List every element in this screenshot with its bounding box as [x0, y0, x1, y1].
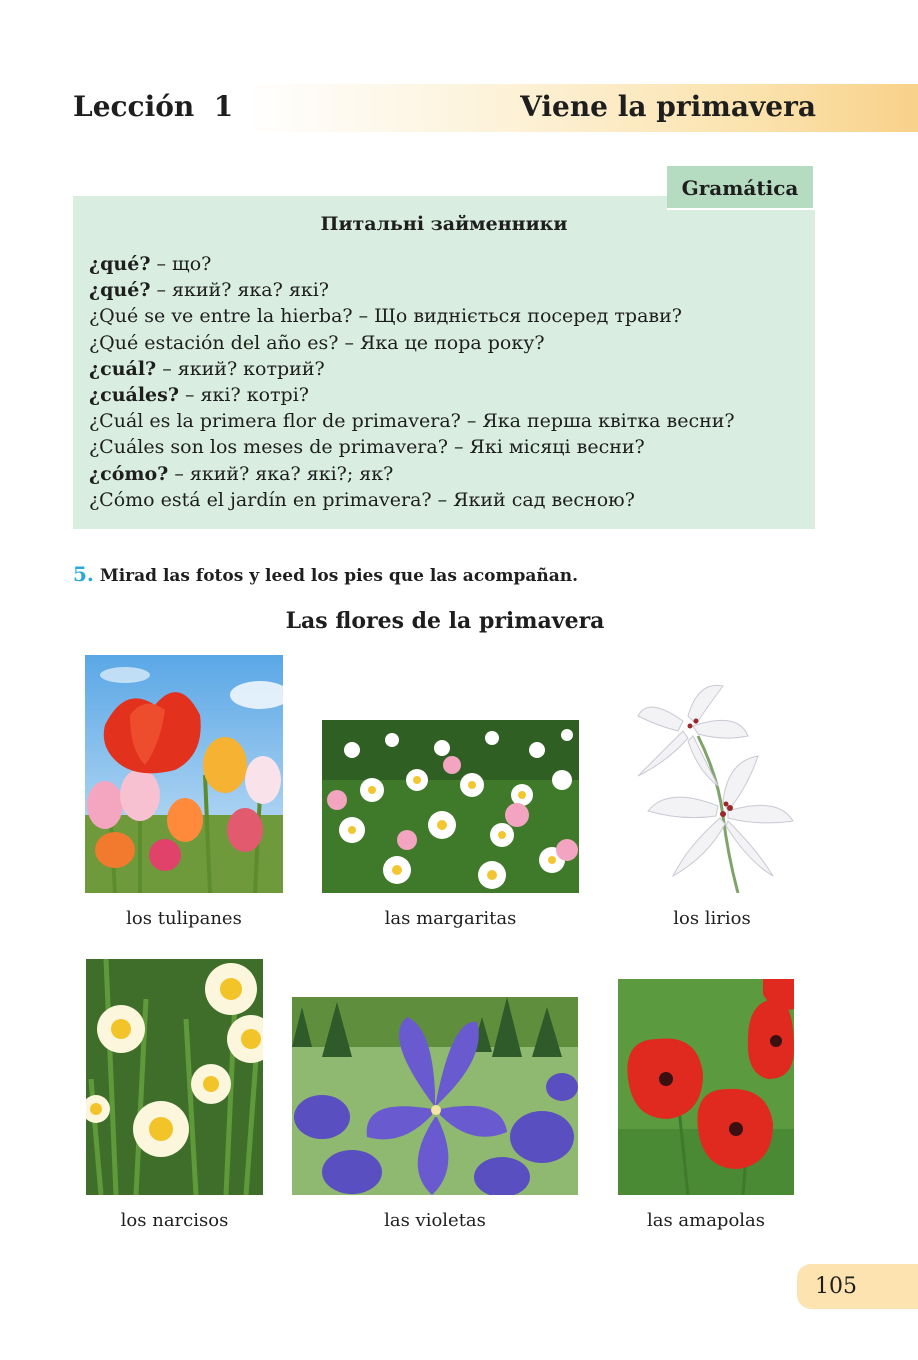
- grammar-line: ¿Cuáles son los meses de primavera? – Які місяці весни?: [89, 436, 645, 459]
- lesson-label: Lección 1: [73, 90, 234, 123]
- grammar-line: ¿cuál? – який? котрий?: [89, 357, 325, 380]
- grammar-line: ¿cuáles? – які? котрі?: [89, 384, 309, 407]
- exercise-number: 5.: [73, 562, 94, 586]
- grammar-lines: [89, 251, 809, 513]
- grammar-box: [73, 196, 815, 529]
- grammar-line: ¿Qué estación del año es? – Яка це пора року?: [89, 331, 545, 354]
- tulips-photo: [85, 655, 283, 893]
- grammar-line: ¿qué? – який? яка? які?: [89, 279, 329, 302]
- daisies-photo: [322, 720, 579, 893]
- caption-violets: las violetas: [384, 1210, 486, 1231]
- lilies-photo: [628, 676, 796, 893]
- poppies-photo: [618, 979, 794, 1195]
- exercise-text: Mirad las fotos y leed los pies que las acompañan.: [99, 566, 579, 586]
- grammar-line: ¿qué? – що?: [89, 253, 212, 275]
- page-number: 105: [797, 1264, 918, 1309]
- violets-photo: [292, 997, 578, 1195]
- caption-lilies: los lirios: [673, 908, 751, 929]
- grammar-line: ¿Cuál es la primera flor de primavera? – Яка перша квітка весни?: [89, 410, 735, 433]
- grammar-line: ¿Cómo está el jardín en primavera? – Який сад весною?: [89, 488, 635, 511]
- section-title: Las flores de la primavera: [285, 608, 605, 634]
- daffodils-photo: [86, 959, 263, 1195]
- caption-tulips: los tulipanes: [126, 908, 242, 929]
- caption-daisies: las margaritas: [384, 908, 517, 929]
- grammar-line: ¿Qué se ve entre la hierba? – Що видніється посеред трави?: [89, 305, 682, 328]
- lesson-title: Viene la primavera: [520, 90, 816, 123]
- grammar-heading: Питальні займенники: [320, 213, 568, 235]
- grammar-line: ¿cómo? – який? яка? які?; як?: [89, 462, 394, 485]
- grammar-tab: Gramática: [667, 166, 815, 210]
- caption-poppies: las amapolas: [646, 1210, 766, 1231]
- caption-daffodils: los narcisos: [120, 1210, 229, 1231]
- exercise-instruction: [73, 562, 578, 586]
